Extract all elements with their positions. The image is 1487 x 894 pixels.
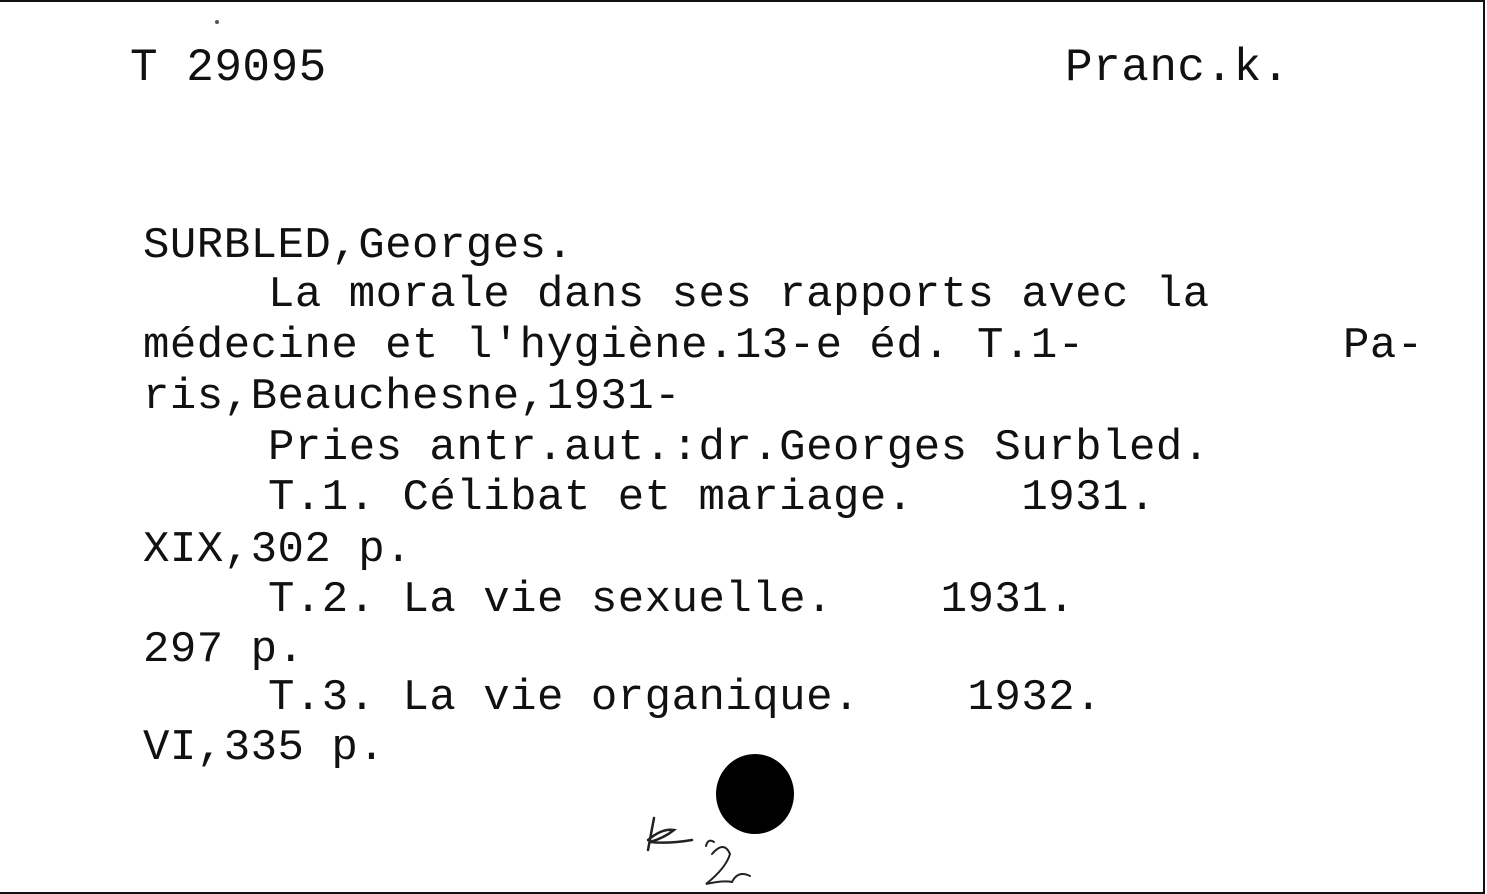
publisher-line: ris,Beauchesne,1931- bbox=[143, 372, 682, 422]
volume-3: T.3. La vie organique. 1932. bbox=[268, 673, 1103, 723]
ink-speck bbox=[215, 20, 219, 24]
volume-3-pages: VI,335 p. bbox=[143, 723, 386, 773]
title-line-1: La morale dans ses rapports avec la bbox=[268, 270, 1210, 320]
subject-code: Pranc.k. bbox=[1065, 42, 1290, 94]
volume-1-pages: XIX,302 p. bbox=[143, 525, 413, 575]
handwritten-mark bbox=[640, 810, 760, 890]
shelfmark: T 29095 bbox=[130, 42, 327, 94]
author-heading: SURBLED,Georges. bbox=[143, 221, 574, 271]
volume-2: T.2. La vie sexuelle. 1931. bbox=[268, 575, 1076, 625]
volume-2-pages: 297 p. bbox=[143, 625, 305, 675]
volume-1: T.1. Célibat et mariage. 1931. bbox=[268, 473, 1156, 523]
place-hyphenated: Pa- bbox=[1343, 321, 1424, 371]
author-note: Pries antr.aut.:dr.Georges Surbled. bbox=[268, 423, 1210, 473]
title-line-2: médecine et l'hygiène.13-e éd. T.1- bbox=[143, 321, 1085, 371]
